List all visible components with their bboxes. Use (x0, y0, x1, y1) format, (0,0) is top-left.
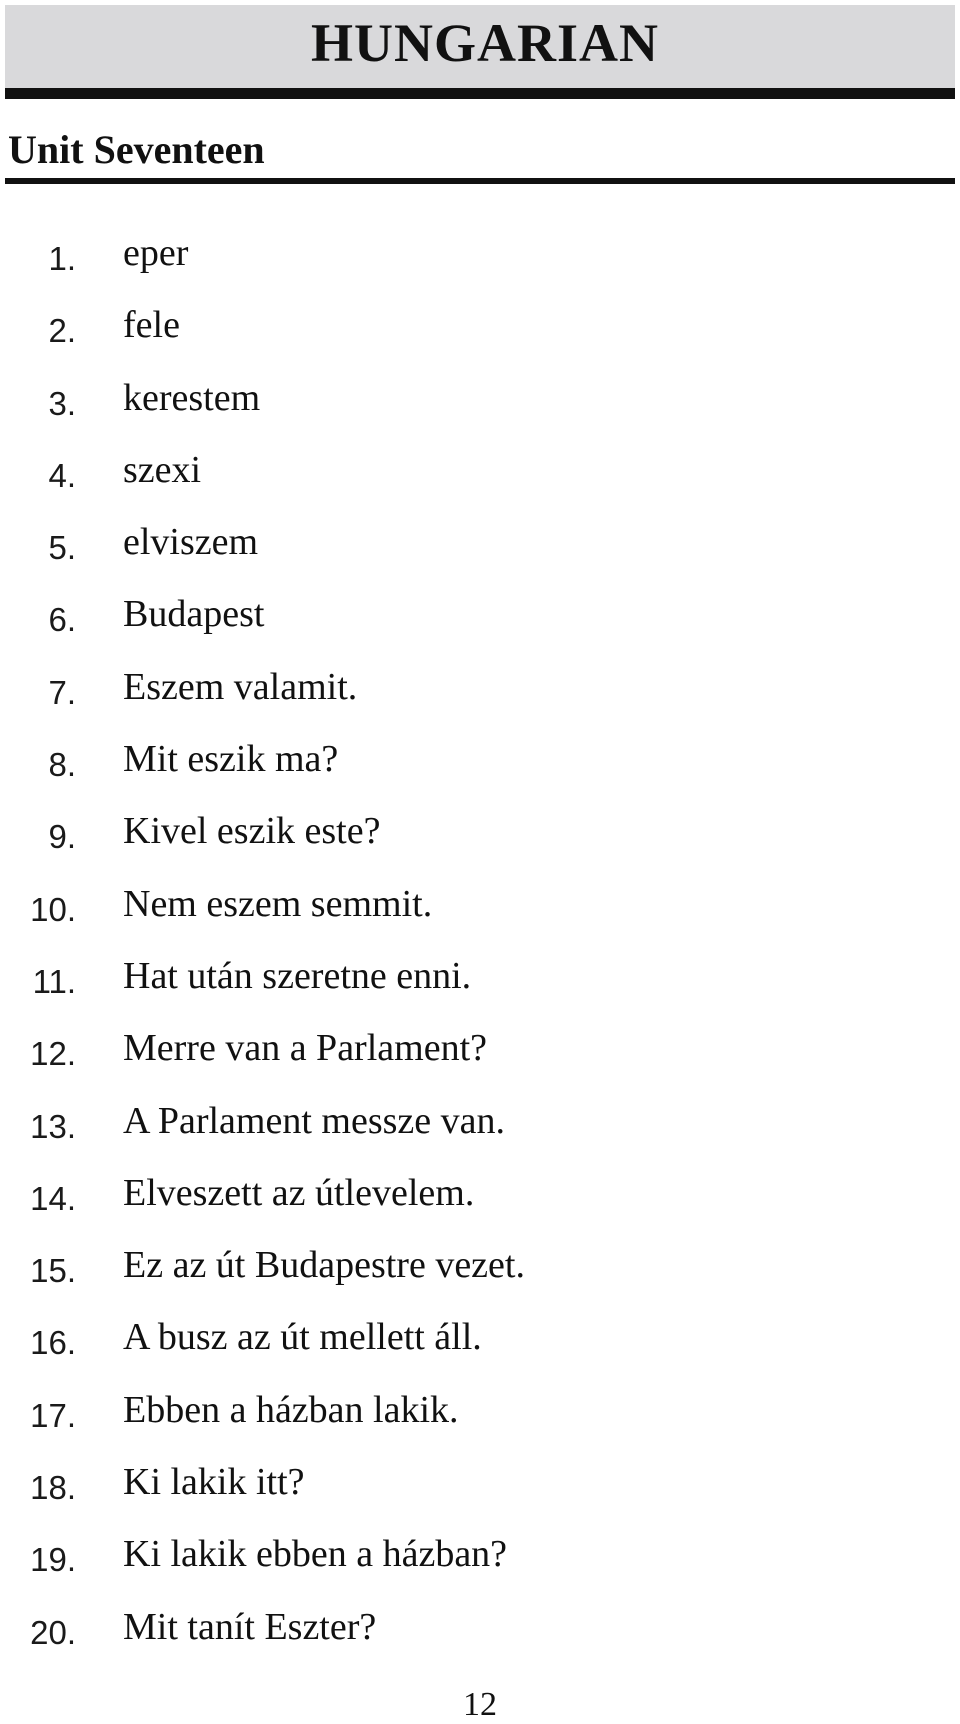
item-text: Mit tanít Eszter? (123, 1605, 377, 1648)
list-item (0, 1381, 960, 1453)
item-text: Ez az út Budapestre vezet. (123, 1244, 525, 1287)
item-number: 15. (30, 1252, 76, 1290)
item-number: 9. (48, 818, 76, 856)
item-text: Kivel eszik este? (123, 810, 381, 853)
item-number: 13. (30, 1107, 76, 1145)
item-number: 11. (32, 962, 76, 1000)
item-number: 8. (48, 746, 76, 784)
list-item (0, 658, 960, 730)
list-item (0, 1236, 960, 1308)
item-number: 4. (48, 456, 76, 494)
item-text: Ki lakik ebben a házban? (123, 1533, 508, 1576)
phrase-list (0, 224, 960, 1670)
item-number: 10. (30, 890, 76, 928)
list-item (0, 585, 960, 657)
item-text: eper (123, 232, 189, 274)
item-text: Nem eszem semmit. (123, 882, 433, 925)
page-title: HUNGARIAN (310, 13, 659, 73)
list-item (0, 441, 960, 513)
list-item (0, 1598, 960, 1670)
list-item (0, 1453, 960, 1525)
item-number: 17. (30, 1396, 76, 1434)
item-text: Budapest (123, 593, 265, 636)
list-item (0, 875, 960, 947)
item-text: Mit eszik ma? (123, 738, 339, 781)
unit-divider (5, 178, 955, 184)
list-item (0, 1019, 960, 1091)
item-text: Merre van a Parlament? (123, 1027, 487, 1070)
item-number: 7. (48, 673, 76, 711)
list-item (0, 1092, 960, 1164)
item-text: A busz az út mellett áll. (123, 1316, 482, 1359)
unit-title: Unit Seventeen (8, 127, 265, 172)
list-item (0, 1525, 960, 1597)
list-item (0, 296, 960, 368)
item-number: 5. (48, 529, 76, 567)
item-number: 19. (30, 1541, 76, 1579)
item-text: szexi (123, 448, 202, 491)
list-item (0, 369, 960, 441)
list-item (0, 513, 960, 585)
item-text: Hat után szeretne enni. (123, 954, 472, 997)
list-item (0, 224, 960, 296)
item-text: Elveszett az útlevelem. (123, 1171, 475, 1214)
list-item (0, 730, 960, 802)
item-text: Eszem valamit. (123, 665, 358, 708)
item-text: kerestem (123, 376, 261, 419)
item-text: A Parlament messze van. (123, 1099, 506, 1142)
item-number: 2. (48, 312, 76, 350)
page-number: 12 (463, 1686, 497, 1723)
item-number: 20. (30, 1613, 76, 1651)
item-text: Ebben a házban lakik. (123, 1388, 459, 1431)
item-number: 6. (48, 601, 76, 639)
item-number: 1. (48, 240, 76, 277)
list-item (0, 947, 960, 1019)
item-number: 12. (30, 1035, 76, 1073)
list-item (0, 1308, 960, 1380)
item-text: elviszem (123, 521, 259, 564)
header-divider (5, 88, 955, 99)
item-number: 3. (48, 384, 76, 422)
item-text: Ki lakik itt? (123, 1461, 305, 1504)
list-item (0, 802, 960, 874)
item-text: fele (123, 304, 180, 347)
item-number: 18. (30, 1469, 76, 1507)
list-item (0, 1164, 960, 1236)
item-number: 14. (30, 1179, 76, 1217)
item-number: 16. (30, 1324, 76, 1362)
